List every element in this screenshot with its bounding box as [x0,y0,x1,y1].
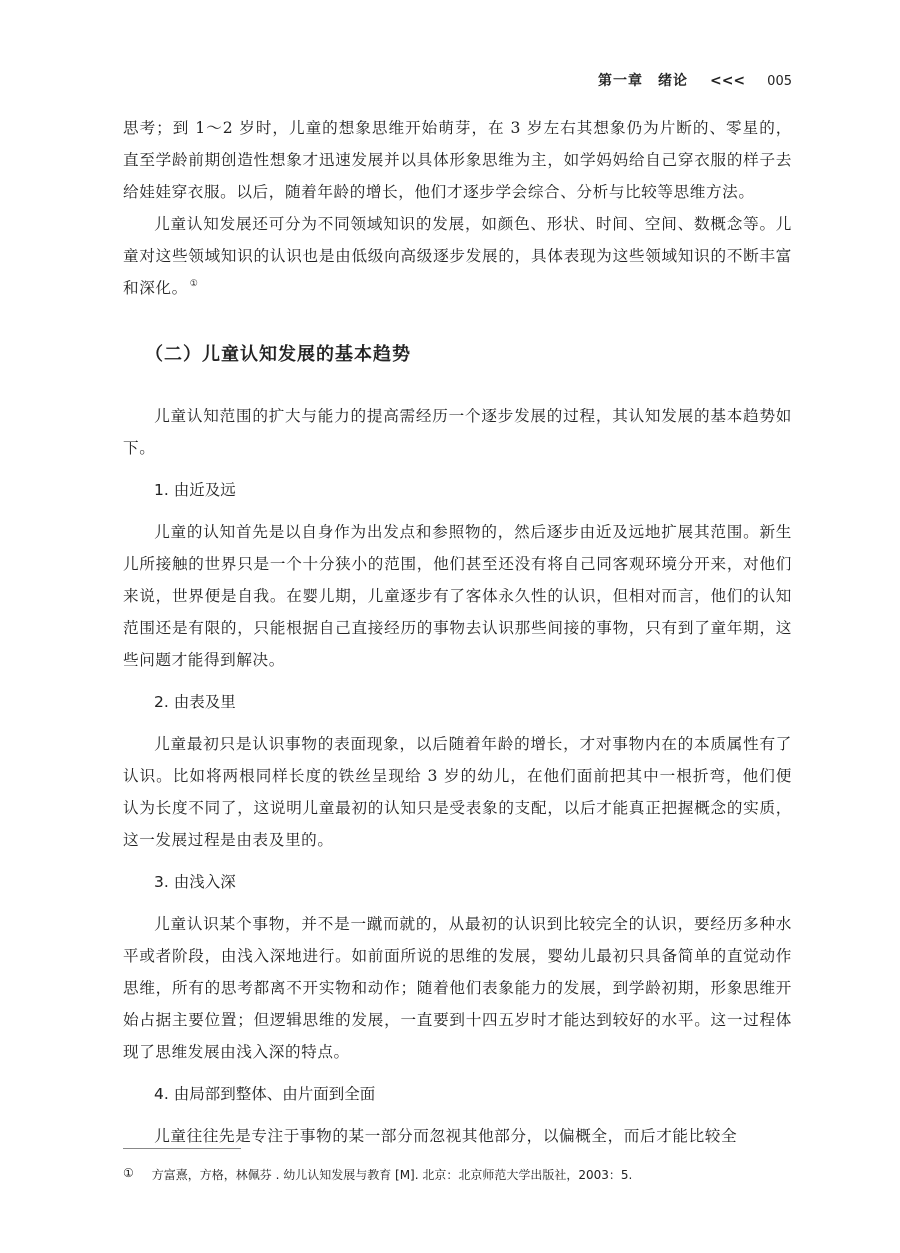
subheading-2: 2. 由表及里 [154,693,236,711]
footnote-text: 方富熹，方格，林佩芬 . 幼儿认知发展与教育 [M]. 北京：北京师范大学出版社，2003：5. [151,1168,633,1182]
subsection-4-text: 儿童往往先是专注于事物的某一部分而忽视其他部分，以偏概全，而后才能比较全 [154,1127,738,1145]
chapter-arrows: <<< [709,73,746,89]
subsection-1-text: 儿童的认知首先是以自身作为出发点和参照物的，然后逐步由近及远地扩展其范围。新生儿所接触的世界只是一个十分狭小的范围，他们甚至还没有将自己同客观环境分开来，对他们来说，世界便是自我。在婴儿期，儿童逐步有了客体永久性的认识，但相对而言，他们的认知范围还是有限的，只能根据自己直接经历的事物去认识那些间接的事物，只有到了童年期，这些问题才能得到解决。 [123,523,792,669]
section-intro: 儿童认知范围的扩大与能力的提高需经历一个逐步发展的过程，其认知发展的基本趋势如下。 [123,407,792,457]
footnote [123,1166,792,1183]
paragraph-2 [123,208,792,304]
running-head [598,70,792,90]
page-number: 005 [767,74,792,89]
footnote-reference[interactable]: ① [189,279,199,289]
subsection-3-text: 儿童认识某个事物，并不是一蹴而就的，从最初的认识到比较完全的认识，要经历多种水平或者阶段，由浅入深地进行。如前面所说的思维的发展，婴幼儿最初只具备简单的直觉动作思维，所有的思考都离不开实物和动作；随着他们表象能力的发展，到学龄初期，形象思维开始占据主要位置；但逻辑思维的发展，一直要到十四五岁时才能达到较好的水平。这一过程体现了思维发展由浅入深的特点。 [123,915,792,1061]
body-text [123,112,792,1152]
subsection-2-text: 儿童最初只是认识事物的表面现象，以后随着年龄的增长，才对事物内在的本质属性有了认识。比如将两根同样长度的铁丝呈现给 3 岁的幼儿，在他们面前把其中一根折弯，他们便认为长度不同了，这说明儿童最初的认知只是受表象的支配，以后才能真正把握概念的实质，这一发展过程是由表及里的。 [123,735,792,849]
subheading-3: 3. 由浅入深 [154,873,236,891]
section-heading: （二）儿童认知发展的基本趋势 [145,344,411,365]
chapter-title: 第一章 绪论 [597,73,688,89]
paragraph-2-text: 儿童认知发展还可分为不同领域知识的发展，如颜色、形状、时间、空间、数概念等。儿童对这些领域知识的认识也是由低级向高级逐步发展的，具体表现为这些领域知识的不断丰富和深化。 [123,215,792,297]
subheading-1: 1. 由近及远 [154,481,236,499]
footnote-divider [123,1148,241,1149]
paragraph-1: 思考；到 1～2 岁时，儿童的想象思维开始萌芽，在 3 岁左右其想象仍为片断的、零星的，直至学龄前期创造性想象才迅速发展并以具体形象思维为主，如学妈妈给自己穿衣服的样子去给娃娃穿衣服。以后，随着年龄的增长，他们才逐步学会综合、分析与比较等思维方法。 [123,119,792,201]
footnote-marker: ① [123,1166,134,1180]
subheading-4: 4. 由局部到整体、由片面到全面 [154,1085,376,1103]
